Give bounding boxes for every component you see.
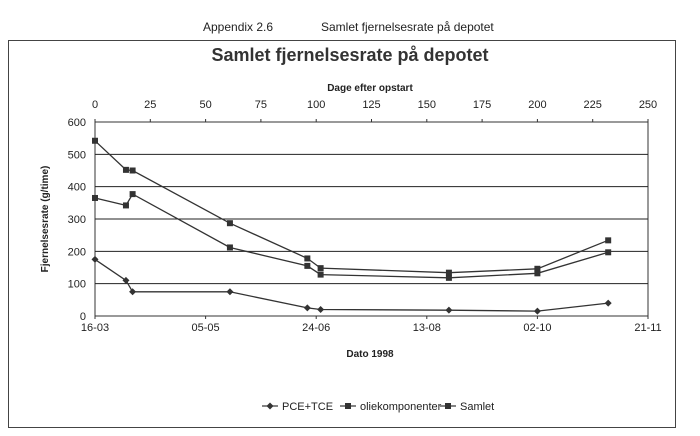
series-line	[95, 194, 608, 278]
data-point	[317, 306, 324, 313]
header-title: Samlet fjernelsesrate på depotet	[321, 20, 494, 34]
data-point	[227, 220, 233, 226]
data-point	[227, 244, 233, 250]
bottom-tick-label: 16-03	[80, 322, 110, 334]
top-tick-label: 175	[472, 99, 492, 111]
series-line	[95, 141, 608, 273]
data-point	[345, 403, 351, 409]
bottom-tick-label: 24-06	[302, 322, 331, 334]
top-tick-label: 200	[528, 99, 547, 111]
series-line	[95, 259, 608, 311]
data-point	[92, 138, 98, 144]
top-tick-label: 250	[638, 99, 658, 111]
data-point	[534, 308, 541, 315]
chart-title: Samlet fjernelsesrate på depotet	[211, 45, 489, 65]
data-point	[445, 403, 451, 409]
y-tick-label: 400	[67, 181, 86, 194]
data-point	[129, 288, 136, 295]
data-point	[130, 191, 136, 197]
y-tick-label: 500	[67, 149, 86, 162]
top-tick-label: 0	[91, 99, 99, 111]
legend-label: Samlet	[460, 401, 495, 413]
legend-label: PCE+TCE	[282, 401, 334, 413]
appendix-label: Appendix 2.6	[203, 20, 274, 34]
top-tick-label: 50	[199, 99, 212, 111]
top-tick-label: 225	[583, 99, 602, 111]
top-tick-label: 150	[417, 99, 436, 111]
y-tick-label: 100	[67, 278, 86, 291]
top-axis-label: Dage efter opstart	[327, 83, 413, 94]
top-tick-label: 75	[254, 99, 268, 111]
data-point	[445, 307, 452, 314]
top-tick-label: 100	[307, 99, 326, 111]
data-point	[304, 263, 310, 269]
y-tick-label: 200	[67, 246, 86, 259]
data-point	[446, 275, 452, 281]
x-axis-label: Dato 1998	[346, 349, 394, 360]
data-point	[318, 272, 324, 278]
top-tick-label: 25	[144, 99, 157, 111]
y-tick-label: 300	[67, 214, 86, 226]
data-point	[318, 265, 324, 271]
data-point	[130, 168, 136, 174]
data-point	[304, 255, 310, 261]
y-tick-label: 600	[67, 117, 86, 129]
data-point	[446, 270, 452, 276]
legend	[262, 401, 494, 413]
data-point	[605, 249, 611, 255]
bottom-tick-label: 05-05	[191, 322, 220, 334]
data-point	[605, 300, 612, 307]
bottom-tick-label: 21-11	[634, 322, 662, 334]
bottom-tick-label: 02-10	[523, 322, 552, 334]
y-tick-label: 0	[79, 311, 86, 323]
data-point	[123, 167, 129, 173]
data-point	[605, 237, 611, 243]
data-point	[92, 256, 99, 263]
data-point	[92, 195, 98, 201]
data-point	[123, 202, 129, 208]
data-point	[534, 266, 540, 272]
bottom-tick-label: 13-08	[412, 322, 441, 334]
legend-label: oliekomponenter	[360, 401, 442, 413]
y-axis-label: Fjernelsesrate (g/time)	[40, 165, 51, 273]
top-tick-label: 125	[362, 99, 381, 111]
plot-area	[68, 99, 662, 334]
data-point	[226, 288, 233, 295]
data-point	[304, 304, 311, 311]
data-point	[267, 403, 274, 410]
